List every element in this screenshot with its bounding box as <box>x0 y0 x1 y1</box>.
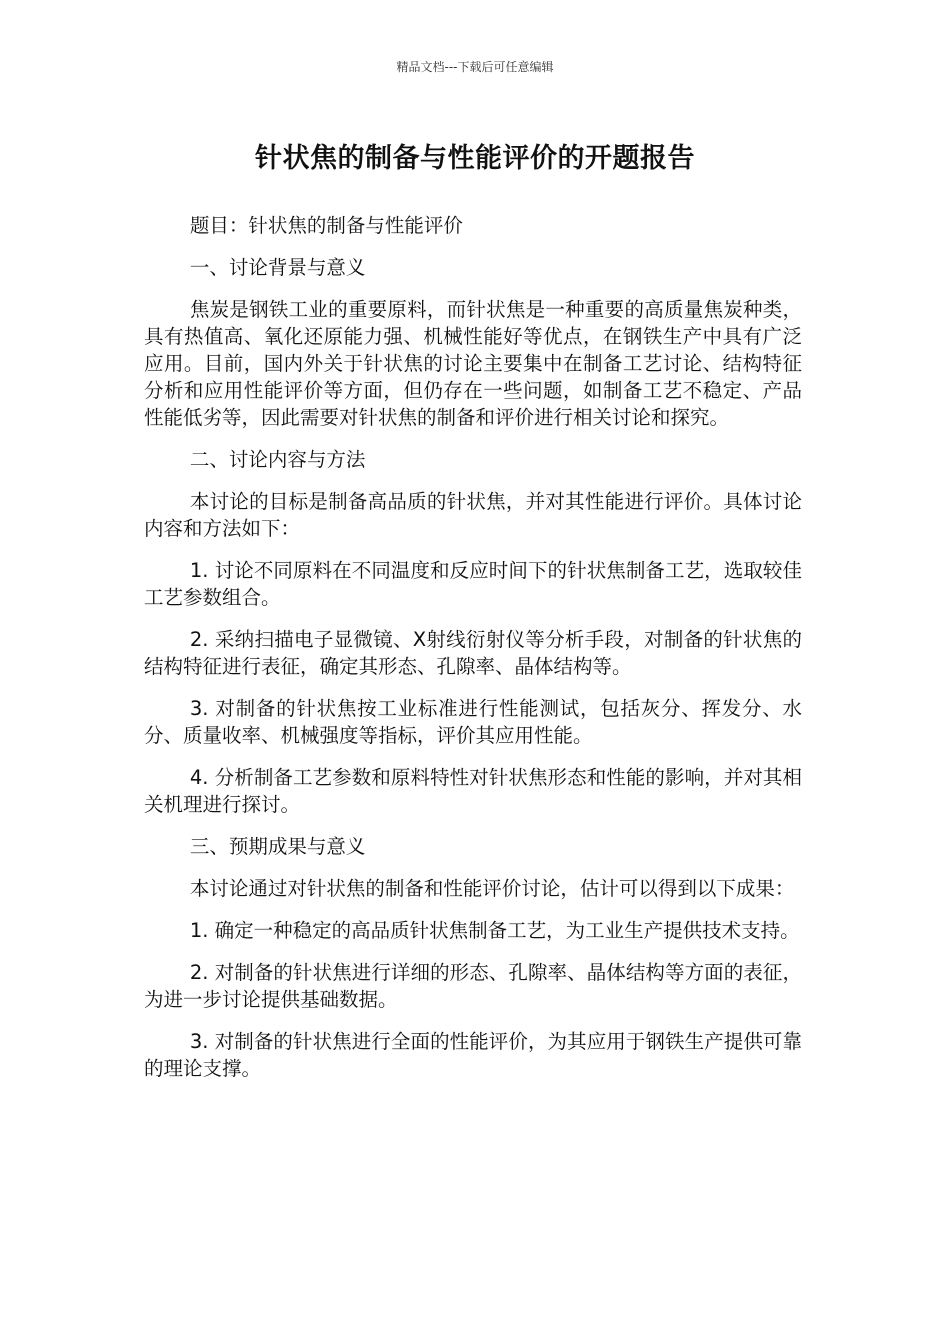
list-item-method-4: 4. 分析制备工艺参数和原料特性对针状焦形态和性能的影响，并对其相关机理进行探讨。 <box>144 766 802 816</box>
list-item-method-3: 3. 对制备的针状焦按工业标准进行性能测试，包括灰分、挥发分、水分、质量收率、机械强度等指标，评价其应用性能。 <box>144 697 802 747</box>
paragraph-background: 焦炭是钢铁工业的重要原料，而针状焦是一种重要的高质量焦炭种类，具有热值高、氧化还原能力强、机械性能好等优点，在钢铁生产中具有广泛应用。目前，国内外关于针状焦的讨论主要集中在制备工艺讨论、结构特征分析和应用性能评价等方面，但仍存在一些问题，如制备工艺不稳定、产品性能低劣等，因此需要对针状焦的制备和评价进行相关讨论和探究。 <box>144 298 802 429</box>
subject-line: 题目：针状焦的制备与性能评价 <box>189 214 463 237</box>
document-title: 针状焦的制备与性能评价的开题报告 <box>255 143 695 174</box>
paragraph-outcomes-intro: 本讨论通过对针状焦的制备和性能评价讨论，估计可以得到以下成果： <box>189 877 795 900</box>
paragraph-objective: 本讨论的目标是制备高品质的针状焦，并对其性能进行评价。具体讨论内容和方法如下： <box>144 490 802 540</box>
section-heading-background: 一、讨论背景与意义 <box>189 256 366 279</box>
header-note: 精品文档---下载后可任意编辑 <box>396 60 554 74</box>
section-heading-outcomes: 三、预期成果与意义 <box>189 835 366 858</box>
list-item-outcome-3: 3. 对制备的针状焦进行全面的性能评价，为其应用于钢铁生产提供可靠的理论支撑。 <box>144 1030 802 1080</box>
list-item-outcome-1: 1. 确定一种稳定的高品质针状焦制备工艺，为工业生产提供技术支持。 <box>189 919 800 942</box>
list-item-method-2: 2. 采纳扫描电子显微镜、X射线衍射仪等分析手段，对制备的针状焦的结构特征进行表征，确定其形态、孔隙率、晶体结构等。 <box>144 628 802 678</box>
section-heading-content-methods: 二、讨论内容与方法 <box>189 448 366 471</box>
list-item-method-1: 1. 讨论不同原料在不同温度和反应时间下的针状焦制备工艺，选取较佳工艺参数组合。 <box>144 559 802 609</box>
list-item-outcome-2: 2. 对制备的针状焦进行详细的形态、孔隙率、晶体结构等方面的表征，为进一步讨论提供基础数据。 <box>144 961 802 1011</box>
document-body <box>144 212 802 1097</box>
